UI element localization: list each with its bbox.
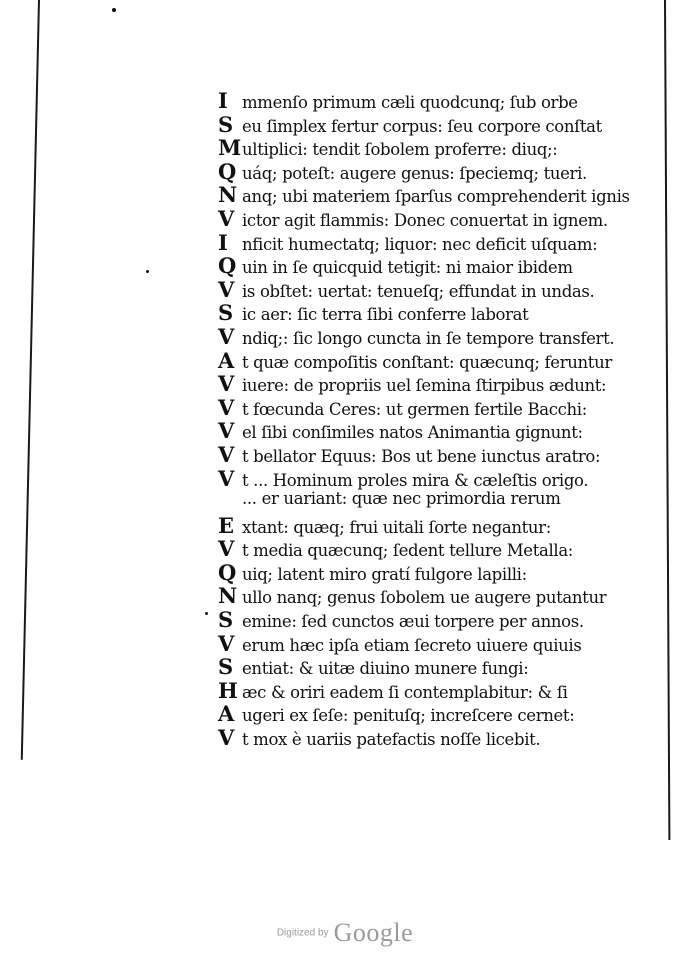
verse-text: nficit humectatq; liquor: nec deficit uſquam: (242, 234, 598, 254)
verse-line (218, 135, 668, 159)
verse-text: entiat: & uitæ diuino munere fungi: (242, 659, 529, 679)
verse-line (218, 300, 668, 324)
ink-speck (205, 612, 208, 615)
google-logo: Google (333, 918, 414, 947)
verse-text: uin in ſe quicquid tetigit: ni maior ibidem (242, 258, 573, 278)
verse-text: is obſtet: uertat: tenueſq; effundat in undas. (242, 281, 595, 301)
verse-initial: V (218, 441, 235, 467)
verse-line (218, 513, 668, 537)
verse-initial: V (218, 323, 235, 349)
verse-initial: V (218, 725, 235, 751)
verse-initial: N (218, 182, 238, 208)
verse-text: emine: ſed cunctos æui torpere per annos. (242, 612, 584, 632)
verse-line (218, 206, 668, 230)
verse-initial: Q (218, 158, 237, 184)
verse-initial: S (218, 111, 234, 137)
digitized-footer (0, 918, 690, 948)
verse-line (218, 395, 668, 419)
verse-text: ugeri ex ſeſe: penituſq; increſcere cernet: (242, 706, 575, 726)
verse-line (218, 88, 668, 112)
verse-line (218, 112, 668, 136)
digitized-label: Digitized by (276, 927, 329, 939)
verse-text: uáq; poteſt: augere genus: ſpeciemq; tueri. (242, 163, 587, 183)
verse-initial: A (218, 347, 235, 373)
verse-initial: S (218, 607, 234, 633)
verse-initial: M (218, 135, 242, 161)
verse-text: ictor agit flammis: Donec conuertat in ignem. (242, 210, 608, 230)
verse-initial: V (218, 630, 235, 656)
verse-line (218, 536, 668, 560)
verse-line (218, 725, 668, 749)
verse-line (218, 678, 668, 702)
verse-initial: A (218, 701, 235, 727)
verse-initial: S (218, 654, 234, 680)
verse-line (218, 466, 668, 490)
verse-line (218, 489, 668, 513)
verse-text: iuere: de propriis uel ſemina ſtirpibus ædunt: (242, 376, 607, 396)
verse-text: eu ſimplex fertur corpus: ſeu corpore conſtat (242, 116, 602, 136)
ink-speck (112, 8, 116, 12)
verse-line (218, 583, 668, 607)
verse-text: uiq; latent miro gratí fulgore lapilli: (242, 564, 527, 584)
poem-verse (218, 88, 668, 749)
verse-text: t ... Hominum proles mira & cæleſtis origo. (242, 470, 589, 490)
verse-initial: E (218, 512, 235, 538)
verse-line (218, 560, 668, 584)
verse-line (218, 418, 668, 442)
verse-text: t bellator Equus: Bos ut bene iunctus aratro: (242, 446, 601, 466)
verse-initial: V (218, 418, 235, 444)
verse-text: æc & oriri eadem ſi contemplabitur: & ſi (242, 682, 568, 702)
verse-line (218, 654, 668, 678)
verse-text: el ſibi conſimiles natos Animantia gignunt: (242, 423, 583, 443)
verse-line (218, 631, 668, 655)
verse-initial: V (218, 465, 235, 491)
verse-line (218, 253, 668, 277)
verse-text: t media quæcunq; ſedent tellure Metalla: (242, 541, 574, 561)
verse-initial: N (218, 583, 238, 609)
verse-line (218, 442, 668, 466)
verse-initial: Q (218, 253, 237, 279)
verse-line (218, 371, 668, 395)
verse-initial: V (218, 276, 235, 302)
verse-line (218, 182, 668, 206)
verse-initial: V (218, 394, 235, 420)
verse-initial: Q (218, 559, 237, 585)
verse-initial: V (218, 371, 235, 397)
verse-initial: I (218, 88, 228, 113)
verse-text: ic aer: ſic terra ſibi conferre laborat (242, 305, 529, 325)
page-edge-left (21, 0, 40, 760)
verse-text: ullo nanq; genus ſobolem ue augere putantur (242, 588, 607, 608)
verse-text: mmenſo primum cæli quodcunq; ſub orbe (242, 93, 578, 112)
ink-speck (146, 270, 149, 273)
verse-initial: H (218, 677, 238, 703)
verse-text: t quæ compoſitis conſtant: quæcunq; feruntur (242, 352, 612, 372)
verse-initial: S (218, 300, 234, 326)
verse-text: t fœcunda Ceres: ut germen fertile Bacchi: (242, 399, 587, 419)
verse-line (218, 277, 668, 301)
verse-initial: I (218, 229, 228, 255)
verse-line (218, 324, 668, 348)
verse-line (218, 230, 668, 254)
verse-line (218, 607, 668, 631)
verse-text: xtant: quæq; frui uitali ſorte negantur: (242, 517, 551, 537)
verse-initial: V (218, 205, 235, 231)
verse-text: ... er uariant: quæ nec primordia rerum (242, 489, 561, 509)
verse-initial: V (218, 536, 235, 562)
verse-text: anq; ubi materiem ſparſus comprehenderit ignis (242, 187, 630, 207)
verse-text: erum hæc ipſa etiam ſecreto uiuere quiuis (242, 635, 582, 655)
verse-line (218, 701, 668, 725)
verse-line (218, 159, 668, 183)
verse-text: ultiplici: tendit ſobolem proferre: diuq;: (242, 140, 558, 160)
verse-text: t mox è uariis patefactis noſſe licebit. (242, 730, 541, 750)
verse-text: ndiq;: ſic longo cuncta in ſe tempore transfert. (242, 328, 615, 348)
verse-line (218, 348, 668, 372)
